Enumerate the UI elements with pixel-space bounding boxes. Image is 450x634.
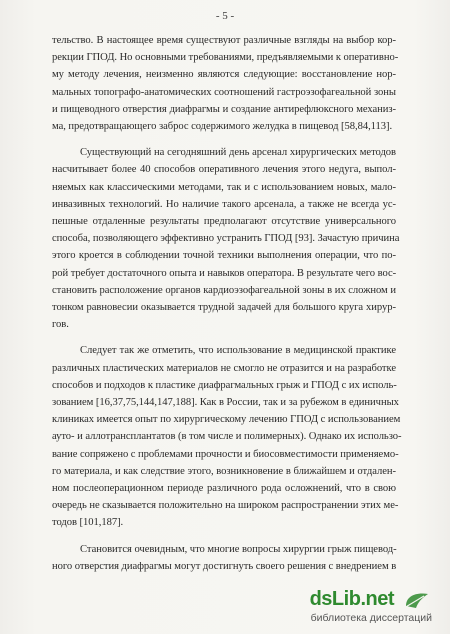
text-line: му методу лечения, неизменно являются следующие: восстановление нор- [52, 69, 396, 81]
text-line: тодов [101,187]. [52, 517, 124, 529]
text-line: зованием [16,37,75,144,147,188]. Как в России, так и за рубежом в единичных [52, 397, 399, 409]
text-line: ма, предотвращающего заброс содержимого желудка в пищевод [58,84,113]. [52, 121, 393, 133]
text-line: вание сопряжено с проблемами прочности и биосовместимости применяемо- [52, 448, 399, 460]
watermark-logo-suffix: .net [360, 588, 394, 610]
text-line: ном послеоперационном периоде различного рода осложнений, что в свою [52, 483, 396, 495]
text-line: рекции ГПОД. Но основными требованиями, предъявляемыми к оперативно- [52, 52, 399, 64]
text-line: ауто- и аллотрансплантатов (в том числе и полимерных). Однако их использо- [52, 431, 402, 443]
text-line: тонком равновесии оказывается трудной задачей для большого круга хирур- [52, 302, 396, 314]
text-line: становить расположение органов кардиоэзофагеальной зоны в их сложном и [52, 284, 396, 296]
text-line: няемых как классическими методами, так и с использованием новых, мало- [52, 181, 396, 193]
text-line: инвазивных технологий. Но наличие такого арсенала, а также не всегда ус- [52, 198, 396, 210]
page-number: - 5 - [215, 10, 235, 22]
watermark-logo [310, 588, 394, 611]
text-line: Становится очевидным, что многие вопросы хирургии грыж пищевод- [80, 543, 397, 555]
text-line: рой требует достаточного опыта и навыков оператора. В результате чего вос- [52, 267, 397, 279]
text-line: пешные отдаленные результаты предполагают отсутствие универсального [52, 216, 396, 228]
body-text [52, 32, 402, 575]
text-line: клиниках имеется опыт по хирургическому лечению ГПОД с использованием [52, 414, 401, 426]
text-line: различных пластических материалов не смогло не отразится и на разработке [52, 362, 396, 374]
text-line: насчитывает более 40 способов оперативного лечения этого недуга, выпол- [52, 164, 396, 176]
watermark-tagline: библиотека диссертаций [310, 612, 432, 624]
text-line: Существующий на сегодняшний день арсенал хирургических методов [80, 147, 396, 159]
text-line: тельство. В настоящее время существуют различные взгляды на выбор кор- [52, 35, 396, 46]
text-line: ного отверстия диафрагмы могут достигнуть своего решения с внедрением в [52, 560, 397, 572]
watermark [282, 588, 432, 628]
dslib-logo-icon [402, 590, 432, 610]
text-line: и пищеводного отверстия диафрагмы и создание антирефлюксного механиз- [52, 103, 396, 115]
text-line: этого кроется в соблюдении точной техники выполнения операции, что по- [52, 250, 396, 262]
text-line: способов и подходов к пластике диафрагмальных грыж и ГПОД с их исполь- [52, 379, 397, 391]
watermark-logo-main: dsLib [309, 588, 361, 610]
text-line: способа, позволяющего эффективно устранить ГПОД [93]. Зачастую причина [52, 233, 400, 245]
text-line: мальных топографо-анатомических соотношений гастроэзофагеальной зоны [52, 86, 396, 98]
text-line: очередь не сказывается положительно на широком распространении этих ме- [52, 500, 399, 512]
text-line: Следует так же отметить, что использование в медицинской практике [80, 345, 396, 357]
text-line: го материала, и как следствие этого, возникновение в ближайшем и отдален- [52, 465, 396, 477]
text-line: гов. [52, 319, 69, 331]
